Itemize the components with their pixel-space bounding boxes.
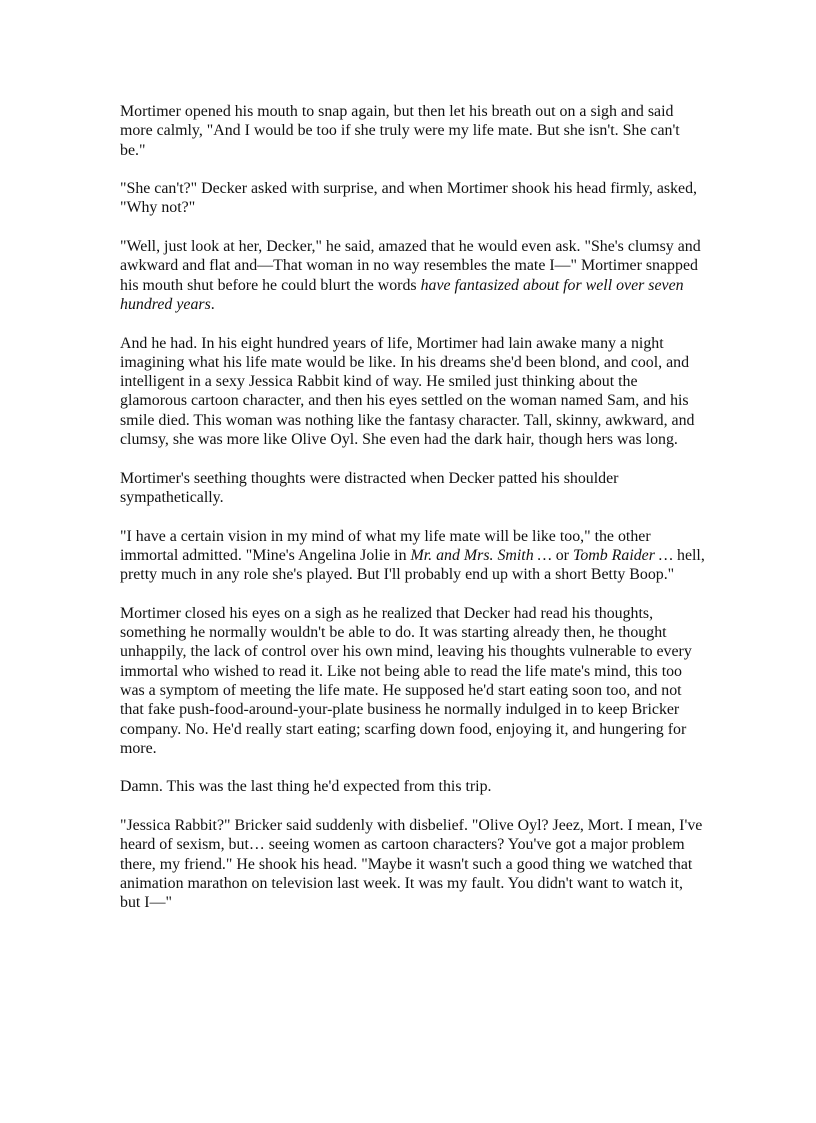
- paragraph-2: "She can't?" Decker asked with surprise, and when Mortimer shook his head firmly, asked, "Why not?": [120, 180, 698, 217]
- paragraph-6-italic-b: Tomb Raider …: [572, 546, 674, 564]
- paragraph-8: Damn. This was the last thing he'd expected from this trip.: [120, 778, 492, 796]
- paragraph-6-text-a: "I have a certain vision in my mind of what my life mate will be like too," the other immortal admitted. "Mine's Angelina Jolie in: [120, 527, 651, 564]
- paragraph-6: [120, 527, 706, 585]
- paragraph-9: "Jessica Rabbit?" Bricker said suddenly with disbelief. "Olive Oyl? Jeez, Mort. I mean, I've heard of sexism, but… seeing women as cartoon characters? You've got a major problem there, my friend." He shook his head. "Maybe it wasn't such a good thing we watched that animation marathon on television last week. It was my fault. You didn't want to watch it, but I—": [120, 816, 703, 912]
- document-page: [120, 102, 706, 912]
- paragraph-6-text-c: hell, pretty much in any role she's played. But I'll probably end up with a short Betty Boop.": [120, 546, 705, 584]
- paragraph-3-italic: have fantasized about for well over seven hundred years: [120, 276, 684, 313]
- paragraph-6-text-b: or: [551, 546, 573, 564]
- paragraph-7: Mortimer closed his eyes on a sigh as he realized that Decker had read his thoughts, something he normally wouldn't be able to do. It was starting already then, he thought unhappily, the lack of control over his own mind, leaving his thoughts vulnerable to every immortal who wished to read it. Like not being able to read the life mate's mind, this too was a symptom of meeting the life mate. He supposed he'd start eating soon too, and not that fake push-food-around-your-plate business he normally indulged in to keep Bricker company. No. He'd really start eating; scarfing down food, enjoying it, and hungering for more.: [120, 604, 692, 757]
- paragraph-5: Mortimer's seething thoughts were distracted when Decker patted his shoulder sympathetically.: [120, 469, 619, 506]
- paragraph-1: Mortimer opened his mouth to snap again, but then let his breath out on a sigh and said more calmly, "And I would be too if she truly were my life mate. But she isn't. She can't be.": [120, 103, 680, 159]
- paragraph-3-text: "Well, just look at her, Decker," he said, amazed that he would even ask. "She's clumsy and awkward and flat and—That woman in no way resembles the mate I—" Mortimer snapped his mouth shut before he could blurt the words: [120, 238, 701, 294]
- paragraph-6-italic-a: Mr. and Mrs. Smith …: [410, 546, 552, 564]
- paragraph-3-end: .: [210, 295, 215, 313]
- paragraph-4: And he had. In his eight hundred years of life, Mortimer had lain awake many a night imagining what his life mate would be like. In his dreams she'd been blond, and cool, and intelligent in a sexy Jessica Rabbit kind of way. He smiled just thinking about the glamorous cartoon character, and then his eyes settled on the woman named Sam, and his smile died. This woman was nothing like the fantasy character. Tall, skinny, awkward, and clumsy, she was more like Olive Oyl. She even had the dark hair, though hers was long.: [120, 334, 695, 449]
- paragraph-3: [120, 237, 706, 314]
